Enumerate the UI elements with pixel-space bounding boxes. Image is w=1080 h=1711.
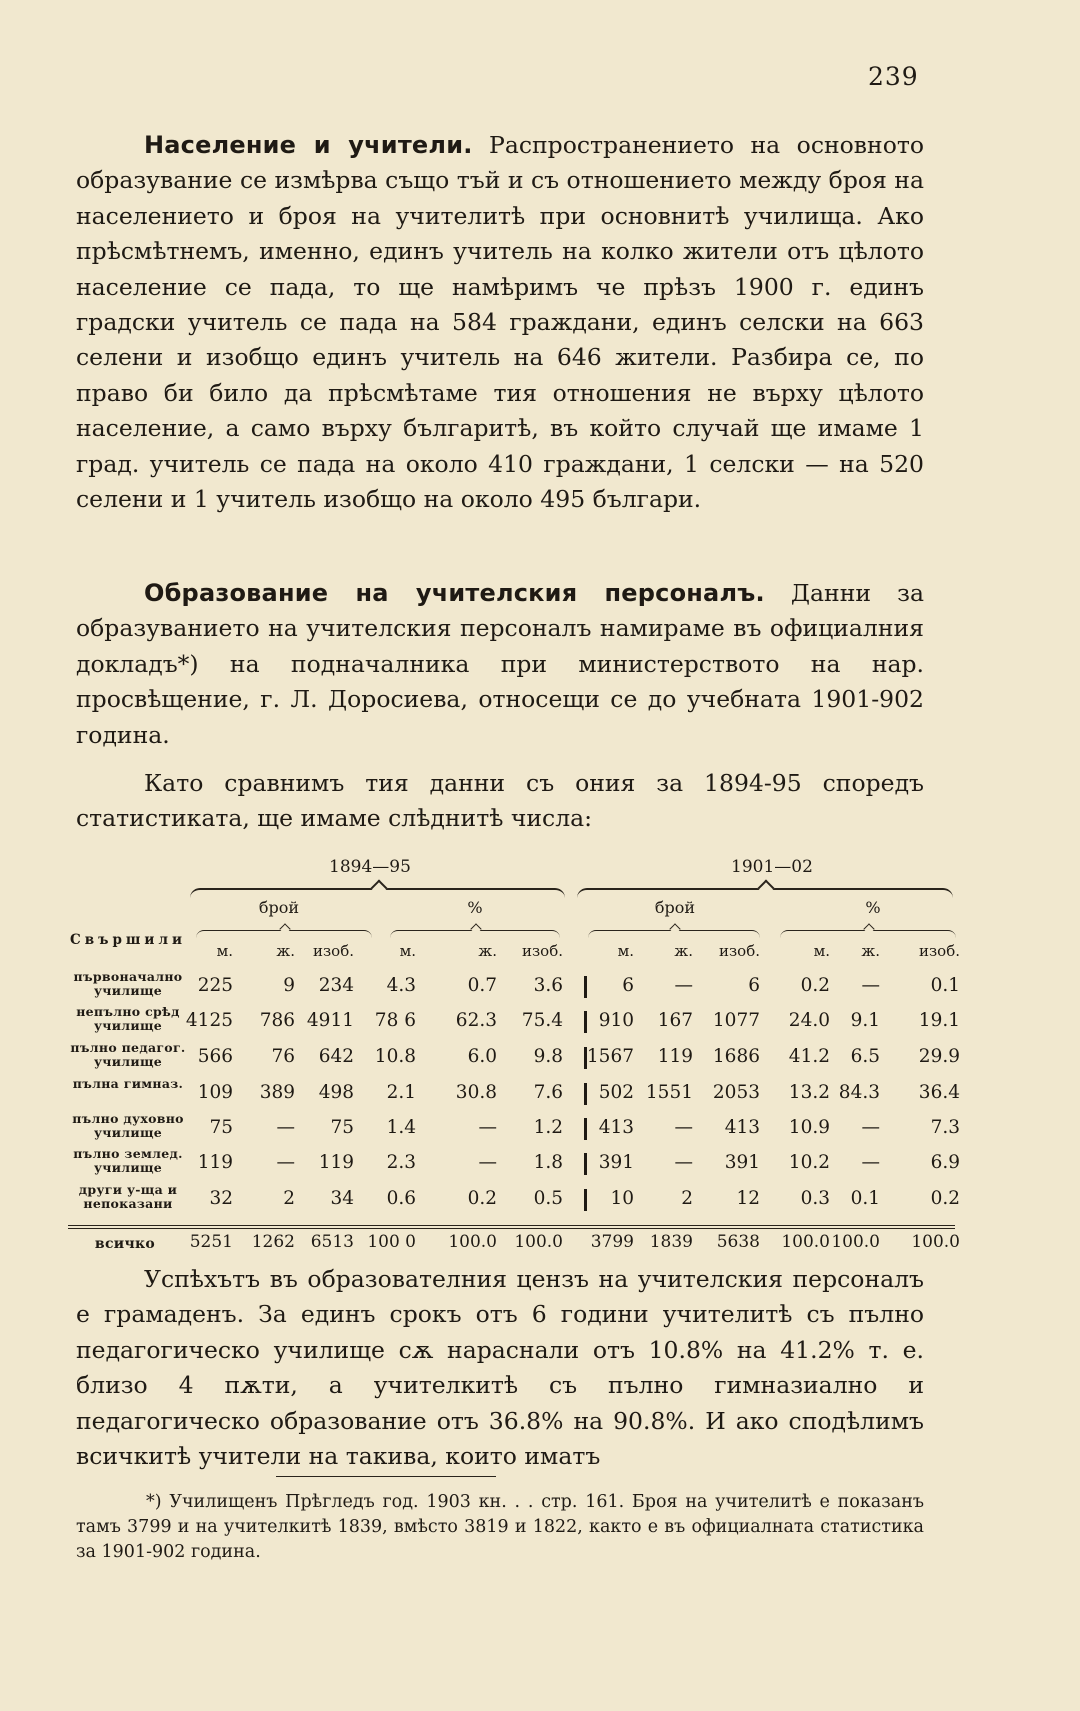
table-cell: 4.3 — [386, 975, 416, 996]
table-cell: 413 — [724, 1117, 760, 1138]
paragraph-text: Распространението на основното образувание се измѣрва също тъй и съ отношението между броя на населението и броя на учителитѣ при основнитѣ училища. Ако прѣсмѣтнемъ, именно, единъ учитель на колко жители отъ цѣлото население се пада, то ще намѣримъ че прѣзъ 1900 г. единъ градски учитель се пада на 584 граждани, единъ селски на 663 селени и изобщо единъ учитель на 646 жители. Разбира се, по право би било да прѣсмѣтаме тия отношения не върху цѣлото население, а само върху българитѣ, въ който случай ще имаме 1 град. учитель се пада на около 410 граждани, 1 селски — на 520 селени и 1 учитель изобщо на около 495 българи. — [76, 131, 924, 514]
table-cell: 5251 — [189, 1232, 233, 1252]
group-brace — [780, 930, 956, 939]
table-cell: 786 — [259, 1010, 295, 1031]
table-cell: 32 — [209, 1188, 233, 1209]
subcolumn-header: изоб. — [521, 942, 563, 960]
paragraph-education — [76, 576, 924, 753]
subcolumn-header: м. — [617, 942, 634, 960]
table-cell: 0.3 — [800, 1188, 830, 1209]
row-label: всичко — [94, 1236, 156, 1252]
table-cell: 167 — [657, 1010, 693, 1031]
paragraph-comparison — [76, 766, 924, 837]
table-cell: 2.3 — [386, 1152, 416, 1173]
table-cell: 1551 — [645, 1082, 693, 1103]
table-cell: — — [861, 975, 880, 996]
table-cell: 566 — [197, 1046, 233, 1067]
table-cell: 100.0 — [911, 1232, 960, 1252]
table-cell: 2.1 — [386, 1082, 416, 1103]
subcolumn-header: м. — [216, 942, 233, 960]
table-cell: 100.0 — [514, 1232, 563, 1252]
table-cell: 1.8 — [533, 1152, 563, 1173]
column-separator — [584, 1118, 587, 1140]
row-label: пълно педагог. училище — [70, 1040, 186, 1069]
table-cell: 498 — [318, 1082, 354, 1103]
column-separator — [584, 1011, 587, 1033]
table-cell: 389 — [259, 1082, 295, 1103]
table-cell: 1.2 — [533, 1117, 563, 1138]
table-cell: 2 — [681, 1188, 693, 1209]
row-header: Свършили — [70, 932, 186, 948]
row-label: пълно землед. училище — [73, 1146, 183, 1175]
subcolumn-header: ж. — [478, 942, 497, 960]
table-cell: 0.1 — [850, 1188, 880, 1209]
table-cell: — — [674, 1117, 693, 1138]
table-cell: 0.5 — [533, 1188, 563, 1209]
table-cell: 100 0 — [367, 1232, 416, 1252]
year-header: 1901—02 — [731, 857, 813, 877]
column-separator — [584, 976, 587, 998]
table-cell: 6 — [748, 975, 760, 996]
table-cell: 100.0 — [448, 1232, 497, 1252]
table-cell: 6 — [622, 975, 634, 996]
table-cell: 4911 — [306, 1010, 354, 1031]
table-cell: 119 — [197, 1152, 233, 1173]
table-cell: 6.0 — [467, 1046, 497, 1067]
table-cell: 9.8 — [533, 1046, 563, 1067]
column-separator — [584, 1083, 587, 1105]
table-cell: 76 — [271, 1046, 295, 1067]
table-cell: 7.3 — [930, 1117, 960, 1138]
table-cell: 24.0 — [788, 1010, 830, 1031]
row-label: пълно духовно училище — [72, 1111, 184, 1140]
table-cell: 4125 — [185, 1010, 233, 1031]
table-cell: 84.3 — [838, 1082, 880, 1103]
row-label: първоначално училище — [73, 969, 183, 998]
table-cell: 2053 — [712, 1082, 760, 1103]
table-cell: 3799 — [590, 1232, 634, 1252]
table-cell: 34 — [330, 1188, 354, 1209]
column-separator — [584, 1189, 587, 1211]
paragraph-population — [76, 128, 924, 517]
group-brace — [390, 930, 560, 939]
table-cell: 0.2 — [930, 1188, 960, 1209]
table-cell: — — [861, 1117, 880, 1138]
table-cell: 1077 — [712, 1010, 760, 1031]
subcolumn-header: м. — [813, 942, 830, 960]
subcolumn-header: м. — [399, 942, 416, 960]
row-label: други у-ща и непоказани — [78, 1182, 178, 1211]
table-cell: 36.4 — [918, 1082, 960, 1103]
table-cell: 62.3 — [455, 1010, 497, 1031]
table-cell: 2 — [283, 1188, 295, 1209]
table-cell: — — [478, 1152, 497, 1173]
subcolumn-header: изоб. — [718, 942, 760, 960]
table-cell: — — [674, 975, 693, 996]
subcolumn-header: изоб. — [918, 942, 960, 960]
table-cell: 6.9 — [930, 1152, 960, 1173]
footnote: *) Училищенъ Прѣгледъ год. 1903 кн. . . стр. 161. Броя на учителитѣ е показанъ тамъ 3799 и на учителкитѣ 1839, вмѣсто 3819 и 1822, както е въ официалната статистика за 1901-902 година. — [76, 1492, 924, 1562]
column-separator — [584, 1153, 587, 1175]
table-cell: — — [276, 1117, 295, 1138]
paragraph-text: Успѣхътъ въ образователния цензъ на учителския персоналъ е грамаденъ. За единъ срокъ отъ 6 години учителитѣ съ пълно педагогическо училище сѫ нараснали отъ 10.8% на 41.2% т. е. близо 4 пѫти, а учителкитѣ съ пълно гимназиално и педагогическо образование отъ 36.8% на 90.8%. И ако сподѣлимъ всичкитѣ учители на такива, които иматъ — [76, 1265, 924, 1471]
table-cell: 75 — [209, 1117, 233, 1138]
table-cell: 12 — [736, 1188, 760, 1209]
table-cell: 10.2 — [788, 1152, 830, 1173]
table-cell: 119 — [318, 1152, 354, 1173]
table-cell: 13.2 — [788, 1082, 830, 1103]
table-cell: 109 — [197, 1082, 233, 1103]
year-header: 1894—95 — [329, 857, 411, 877]
subcolumn-header: ж. — [861, 942, 880, 960]
table-cell: 1839 — [649, 1232, 693, 1252]
footnote-rule — [276, 1476, 496, 1477]
table-cell: 10.9 — [788, 1117, 830, 1138]
row-label: пълна гимназ. — [72, 1076, 184, 1091]
table-cell: 0.2 — [800, 975, 830, 996]
table-cell: 10 — [610, 1188, 634, 1209]
table-cell: 234 — [318, 975, 354, 996]
row-label: непълно срѣд училище — [76, 1004, 180, 1033]
table-cell: — — [276, 1152, 295, 1173]
table-cell: 100.0 — [831, 1232, 880, 1252]
total-rule — [68, 1228, 955, 1229]
table-cell: 41.2 — [788, 1046, 830, 1067]
table-cell: 3.6 — [533, 975, 563, 996]
paragraph-text: Като сравнимъ тия данни съ ония за 1894-95 споредъ статистиката, ще имаме слѣднитѣ числа: — [76, 769, 924, 833]
group-header: % — [865, 898, 881, 917]
paragraph-text: Данни за образуванието на учителския персоналъ намираме въ официалния докладъ*) на подначалника при министерството на нар. просвѣщение, г. Л. Доросиева, относещи се до учебната 1901-902 година. — [76, 579, 925, 749]
table-cell: 1.4 — [386, 1117, 416, 1138]
table-cell: 7.6 — [533, 1082, 563, 1103]
table-cell: 9 — [283, 975, 295, 996]
table-cell: 5638 — [716, 1232, 760, 1252]
subcolumn-header: ж. — [674, 942, 693, 960]
table-cell: 0.7 — [467, 975, 497, 996]
table-cell: 642 — [318, 1046, 354, 1067]
table-cell: 10.8 — [374, 1046, 416, 1067]
table-cell: 75.4 — [521, 1010, 563, 1031]
table-cell: 413 — [598, 1117, 634, 1138]
subcolumn-header: изоб. — [312, 942, 354, 960]
table-cell: 119 — [657, 1046, 693, 1067]
section-heading-education: Образование на учителския персоналъ. — [144, 579, 765, 607]
paragraph-success — [76, 1262, 924, 1474]
table-cell: 1567 — [586, 1046, 634, 1067]
table-cell: 1262 — [251, 1232, 295, 1252]
table-cell: 6.5 — [850, 1046, 880, 1067]
table-cell: 910 — [598, 1010, 634, 1031]
table-cell: 0.2 — [467, 1188, 497, 1209]
table-cell: 1686 — [712, 1046, 760, 1067]
group-header: % — [467, 898, 483, 917]
column-separator — [584, 1047, 587, 1069]
subcolumn-header: ж. — [276, 942, 295, 960]
group-brace — [196, 930, 372, 939]
group-header: брой — [654, 898, 696, 917]
table-cell: 29.9 — [918, 1046, 960, 1067]
total-rule — [68, 1225, 955, 1226]
table-cell: 9.1 — [850, 1010, 880, 1031]
page-number: 239 — [868, 62, 919, 91]
group-brace — [588, 930, 760, 939]
table-cell: 75 — [330, 1117, 354, 1138]
table-cell: 6513 — [310, 1232, 354, 1252]
table-cell: 78 6 — [374, 1010, 416, 1031]
section-heading-population: Население и учители. — [144, 131, 473, 159]
table-cell: 19.1 — [918, 1010, 960, 1031]
table-cell: 0.1 — [930, 975, 960, 996]
table-cell: 225 — [197, 975, 233, 996]
table-cell: 30.8 — [455, 1082, 497, 1103]
table-cell: 100.0 — [781, 1232, 830, 1252]
table-cell: — — [478, 1117, 497, 1138]
table-cell: — — [861, 1152, 880, 1173]
table-cell: 391 — [598, 1152, 634, 1173]
table-cell: — — [674, 1152, 693, 1173]
table-cell: 391 — [724, 1152, 760, 1173]
group-header: брой — [258, 898, 300, 917]
table-cell: 0.6 — [386, 1188, 416, 1209]
table-cell: 502 — [598, 1082, 634, 1103]
